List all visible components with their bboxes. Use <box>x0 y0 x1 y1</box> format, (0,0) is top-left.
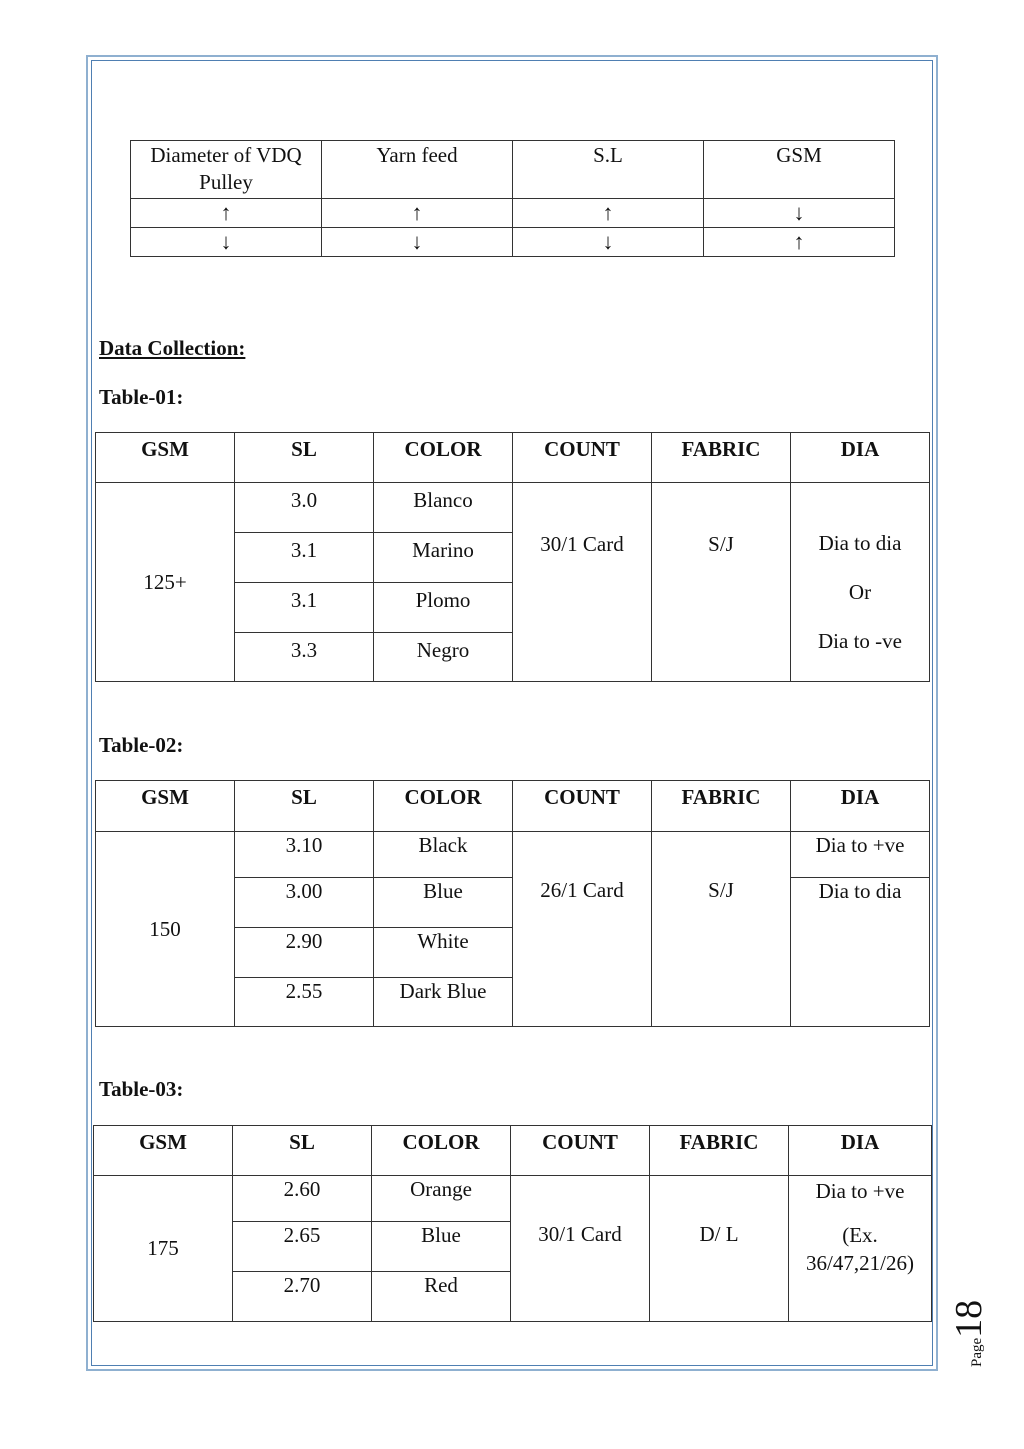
dia-line: Dia to -ve <box>818 629 902 653</box>
dia-cell <box>791 483 930 682</box>
header-color: COLOR <box>374 433 513 483</box>
sl-cell: 2.55 <box>235 978 374 1027</box>
arrow-icon: ↑ <box>131 199 322 228</box>
dia-lines <box>791 532 929 679</box>
sl-cell: 2.70 <box>233 1272 372 1322</box>
sl-cell: 3.0 <box>235 483 374 533</box>
header-dia: DIA <box>791 433 930 483</box>
sl-cell: 3.10 <box>235 832 374 878</box>
header-gsm: GSM <box>96 781 235 832</box>
relation-header-yarn-feed: Yarn feed <box>322 141 513 199</box>
count-cell: 30/1 Card <box>513 483 652 682</box>
table03-header-row <box>94 1126 932 1176</box>
sl-cell: 3.00 <box>235 878 374 928</box>
dia-line: Or <box>848 580 872 604</box>
arrow-icon: ↓ <box>131 228 322 257</box>
dia-line: (Ex. 36/47,21/26) <box>806 1223 914 1275</box>
dia-line: Dia to +ve <box>815 1179 905 1203</box>
header-gsm: GSM <box>94 1126 233 1176</box>
color-cell: Blue <box>374 878 513 928</box>
header-dia: DIA <box>791 781 930 832</box>
color-cell: Black <box>374 832 513 878</box>
fabric-cell: S/J <box>652 832 791 1027</box>
page-value: 18 <box>948 1299 990 1338</box>
color-cell: Plomo <box>374 583 513 633</box>
relation-header-vdq: Diameter of VDQ Pulley <box>131 141 322 199</box>
fabric-cell: D/ L <box>650 1176 789 1322</box>
table-row <box>96 483 930 533</box>
color-cell: Negro <box>374 633 513 682</box>
gsm-cell: 175 <box>94 1176 233 1322</box>
sl-cell: 3.3 <box>235 633 374 682</box>
arrow-icon: ↑ <box>704 228 895 257</box>
relation-row <box>131 228 895 257</box>
header-color: COLOR <box>372 1126 511 1176</box>
dia-line: Dia to dia <box>818 531 902 555</box>
table01-title: Table-01: <box>99 385 184 409</box>
header-count: COUNT <box>513 781 652 832</box>
sl-cell: 3.1 <box>235 583 374 633</box>
table03 <box>93 1125 932 1322</box>
table-row <box>96 832 930 878</box>
page-number <box>944 1280 994 1367</box>
count-cell: 26/1 Card <box>513 832 652 1027</box>
relation-header-gsm: GSM <box>704 141 895 199</box>
header-sl: SL <box>233 1126 372 1176</box>
sl-cell: 2.65 <box>233 1222 372 1272</box>
color-cell: Blue <box>372 1222 511 1272</box>
arrow-icon: ↓ <box>322 228 513 257</box>
dia-cell: Dia to +ve <box>791 832 930 878</box>
header-color: COLOR <box>374 781 513 832</box>
table-row <box>94 1176 932 1222</box>
table02-title: Table-02: <box>99 733 184 757</box>
table01 <box>95 432 930 682</box>
fabric-cell: S/J <box>652 483 791 682</box>
header-count: COUNT <box>511 1126 650 1176</box>
section-title: Data Collection: <box>99 336 246 360</box>
dia-cell: Dia to dia <box>791 878 930 1027</box>
color-cell: Orange <box>372 1176 511 1222</box>
color-cell: Red <box>372 1272 511 1322</box>
count-cell: 30/1 Card <box>511 1176 650 1322</box>
relation-header-row <box>131 141 895 199</box>
arrow-icon: ↓ <box>704 199 895 228</box>
header-sl: SL <box>235 433 374 483</box>
table02-header-row <box>96 781 930 832</box>
sl-cell: 2.90 <box>235 928 374 978</box>
page-number-rotated <box>947 1277 991 1367</box>
header-fabric: FABRIC <box>652 433 791 483</box>
color-cell: White <box>374 928 513 978</box>
header-fabric: FABRIC <box>652 781 791 832</box>
color-cell: Dark Blue <box>374 978 513 1027</box>
header-sl: SL <box>235 781 374 832</box>
relation-table <box>130 140 895 257</box>
table01-header-row <box>96 433 930 483</box>
header-gsm: GSM <box>96 433 235 483</box>
table03-title: Table-03: <box>99 1077 184 1101</box>
table02 <box>95 780 930 1027</box>
header-count: COUNT <box>513 433 652 483</box>
page-label: Page <box>969 1337 985 1367</box>
gsm-cell: 150 <box>96 832 235 1027</box>
header-fabric: FABRIC <box>650 1126 789 1176</box>
gsm-cell: 125+ <box>96 483 235 682</box>
relation-row <box>131 199 895 228</box>
dia-cell <box>789 1176 932 1322</box>
header-dia: DIA <box>789 1126 932 1176</box>
color-cell: Blanco <box>374 483 513 533</box>
arrow-icon: ↑ <box>513 199 704 228</box>
color-cell: Marino <box>374 533 513 583</box>
arrow-icon: ↓ <box>513 228 704 257</box>
sl-cell: 3.1 <box>235 533 374 583</box>
arrow-icon: ↑ <box>322 199 513 228</box>
relation-header-sl: S.L <box>513 141 704 199</box>
sl-cell: 2.60 <box>233 1176 372 1222</box>
